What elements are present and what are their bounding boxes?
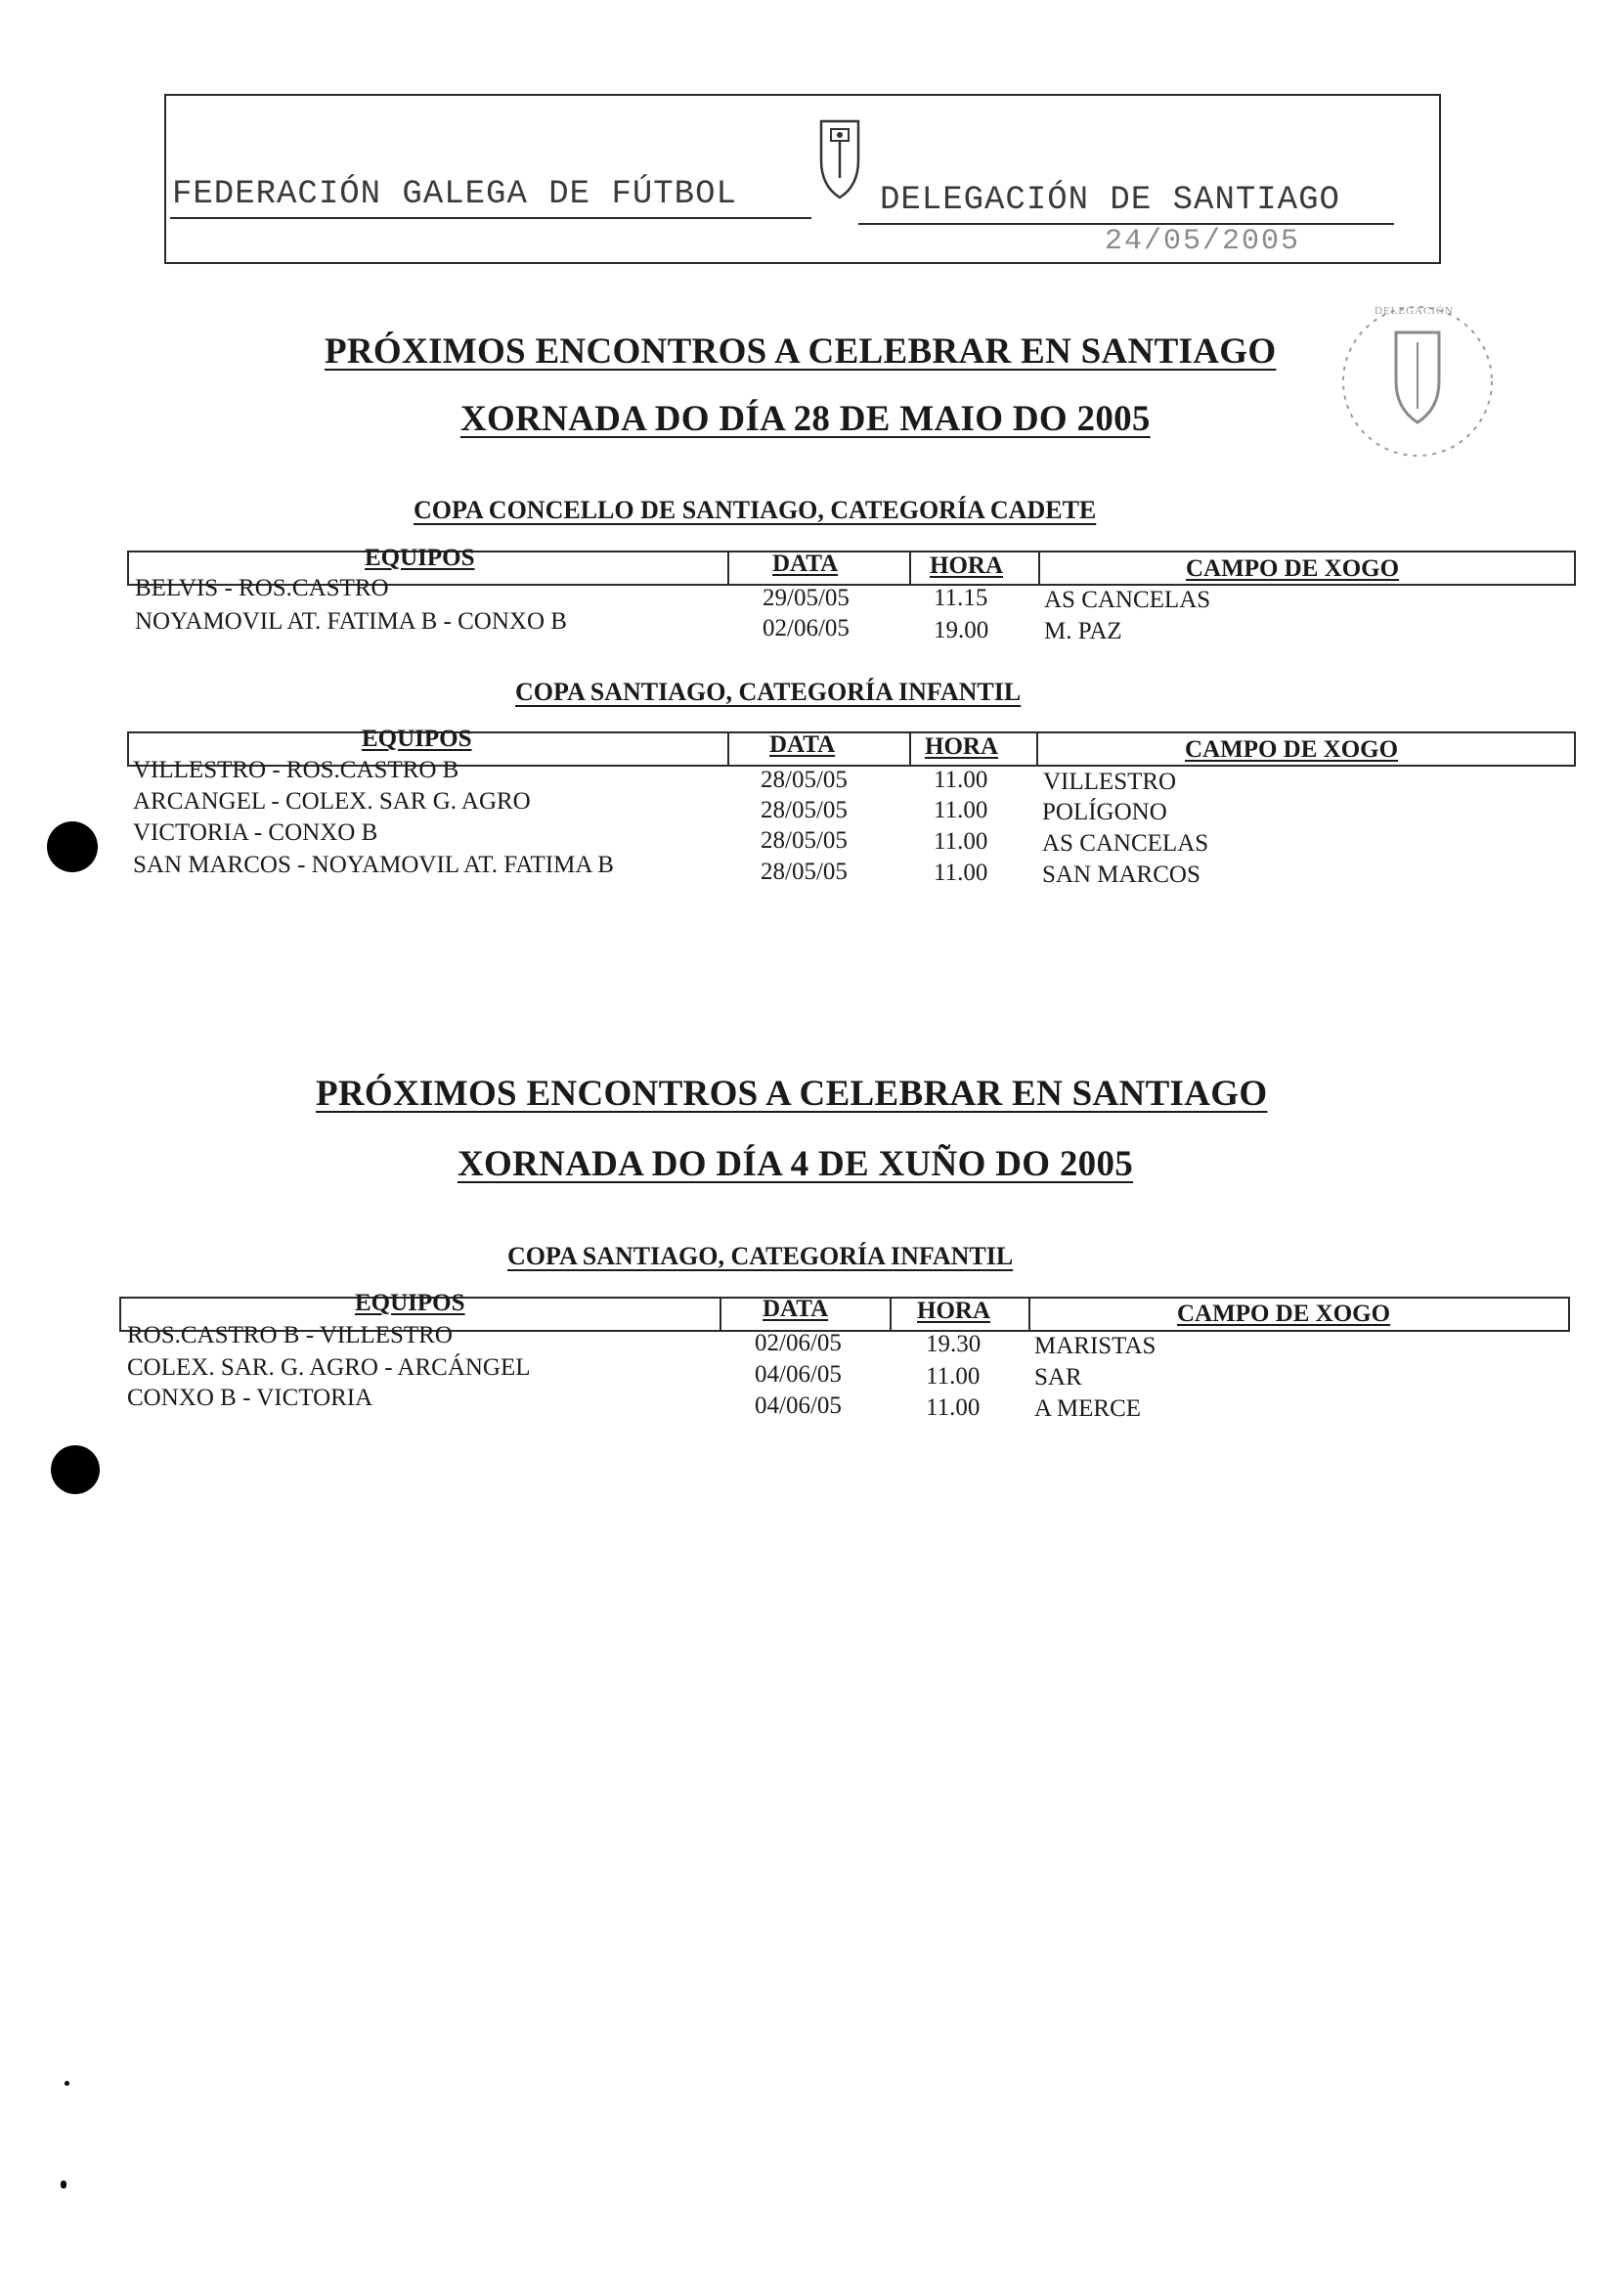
column-divider <box>1028 1297 1030 1332</box>
section2-subtitle: XORNADA DO DÍA 4 DE XUÑO DO 2005 <box>458 1144 1134 1184</box>
column-divider <box>727 731 729 767</box>
column-header-field: CAMPO DE XOGO <box>1177 1301 1391 1327</box>
header-date: 24/05/2005 <box>1105 225 1301 258</box>
row-teams: CONXO B - VICTORIA <box>127 1385 373 1411</box>
row-date: 28/05/05 <box>761 827 848 854</box>
column-divider <box>909 551 911 586</box>
row-time: 11.00 <box>926 1394 981 1421</box>
row-teams: ROS.CASTRO B - VILLESTRO <box>127 1322 453 1348</box>
column-header-date: DATA <box>763 1296 829 1322</box>
federation-underline <box>170 217 811 219</box>
row-time: 11.00 <box>926 1363 981 1390</box>
row-time: 11.00 <box>934 828 988 855</box>
column-divider <box>890 1297 892 1332</box>
row-field: POLÍGONO <box>1042 799 1167 825</box>
row-time: 11.15 <box>934 585 988 611</box>
stamp-label: DELEGACIÓN <box>1375 305 1454 317</box>
column-header-teams: EQUIPOS <box>362 726 472 752</box>
column-header-time: HORA <box>930 552 1003 579</box>
table-heading: COPA CONCELLO DE SANTIAGO, CATEGORÍA CADETE <box>414 496 1097 524</box>
row-field: SAR <box>1034 1364 1082 1391</box>
column-divider <box>720 1297 721 1332</box>
column-header-teams: EQUIPOS <box>355 1290 465 1316</box>
column-divider <box>1036 731 1038 767</box>
scan-speck <box>61 2181 66 2188</box>
row-time: 19.00 <box>934 617 989 643</box>
row-time: 11.00 <box>934 860 988 886</box>
table-heading: COPA SANTIAGO, CATEGORÍA INFANTIL <box>507 1242 1014 1270</box>
row-teams: VILLESTRO - ROS.CASTRO B <box>133 757 459 783</box>
row-teams: ARCANGEL - COLEX. SAR G. AGRO <box>133 788 531 815</box>
row-teams: VICTORIA - CONXO B <box>133 819 378 846</box>
column-header-time: HORA <box>917 1298 990 1324</box>
row-date: 28/05/05 <box>761 859 848 885</box>
punch-hole <box>51 1445 100 1494</box>
delegation-name: DELEGACIÓN DE SANTIAGO <box>880 182 1340 219</box>
column-header-field: CAMPO DE XOGO <box>1185 736 1399 763</box>
row-time: 19.30 <box>926 1331 982 1357</box>
column-divider <box>727 551 729 586</box>
row-date: 02/06/05 <box>755 1330 842 1356</box>
scan-speck <box>65 2081 69 2086</box>
row-field: AS CANCELAS <box>1042 830 1209 857</box>
row-teams: NOYAMOVIL AT. FATIMA B - CONXO B <box>135 608 567 635</box>
delegation-stamp <box>1310 293 1525 469</box>
row-field: VILLESTRO <box>1043 769 1177 795</box>
column-header-field: CAMPO DE XOGO <box>1186 555 1400 582</box>
column-header-time: HORA <box>925 733 998 760</box>
row-date: 04/06/05 <box>755 1392 842 1419</box>
row-field: MARISTAS <box>1034 1333 1157 1359</box>
row-date: 28/05/05 <box>761 767 848 793</box>
section1-title: PRÓXIMOS ENCONTROS A CELEBRAR EN SANTIAGO <box>325 331 1277 372</box>
row-teams: COLEX. SAR. G. AGRO - ARCÁNGEL <box>127 1354 531 1381</box>
row-date: 29/05/05 <box>763 585 850 611</box>
column-divider <box>909 731 911 767</box>
row-field: M. PAZ <box>1044 618 1122 644</box>
column-header-date: DATA <box>769 731 836 758</box>
row-time: 11.00 <box>934 797 988 823</box>
header-box <box>164 94 1441 264</box>
table-heading: COPA SANTIAGO, CATEGORÍA INFANTIL <box>515 678 1022 706</box>
column-header-date: DATA <box>772 551 839 577</box>
row-field: AS CANCELAS <box>1044 587 1211 613</box>
column-divider <box>1038 551 1040 586</box>
column-header-teams: EQUIPOS <box>365 545 475 571</box>
row-date: 04/06/05 <box>755 1361 842 1388</box>
row-date: 02/06/05 <box>763 615 850 641</box>
section2-title: PRÓXIMOS ENCONTROS A CELEBRAR EN SANTIAGO <box>316 1074 1268 1114</box>
row-teams: BELVIS - ROS.CASTRO <box>135 575 389 601</box>
punch-hole <box>47 821 98 872</box>
federation-name: FEDERACIÓN GALEGA DE FÚTBOL <box>172 176 737 213</box>
row-date: 28/05/05 <box>761 797 848 823</box>
row-teams: SAN MARCOS - NOYAMOVIL AT. FATIMA B <box>133 852 614 878</box>
section1-subtitle: XORNADA DO DÍA 28 DE MAIO DO 2005 <box>460 399 1151 439</box>
row-field: A MERCE <box>1034 1395 1142 1422</box>
row-field: SAN MARCOS <box>1042 861 1200 888</box>
federation-crest-icon <box>817 117 862 206</box>
row-time: 11.00 <box>934 767 988 793</box>
